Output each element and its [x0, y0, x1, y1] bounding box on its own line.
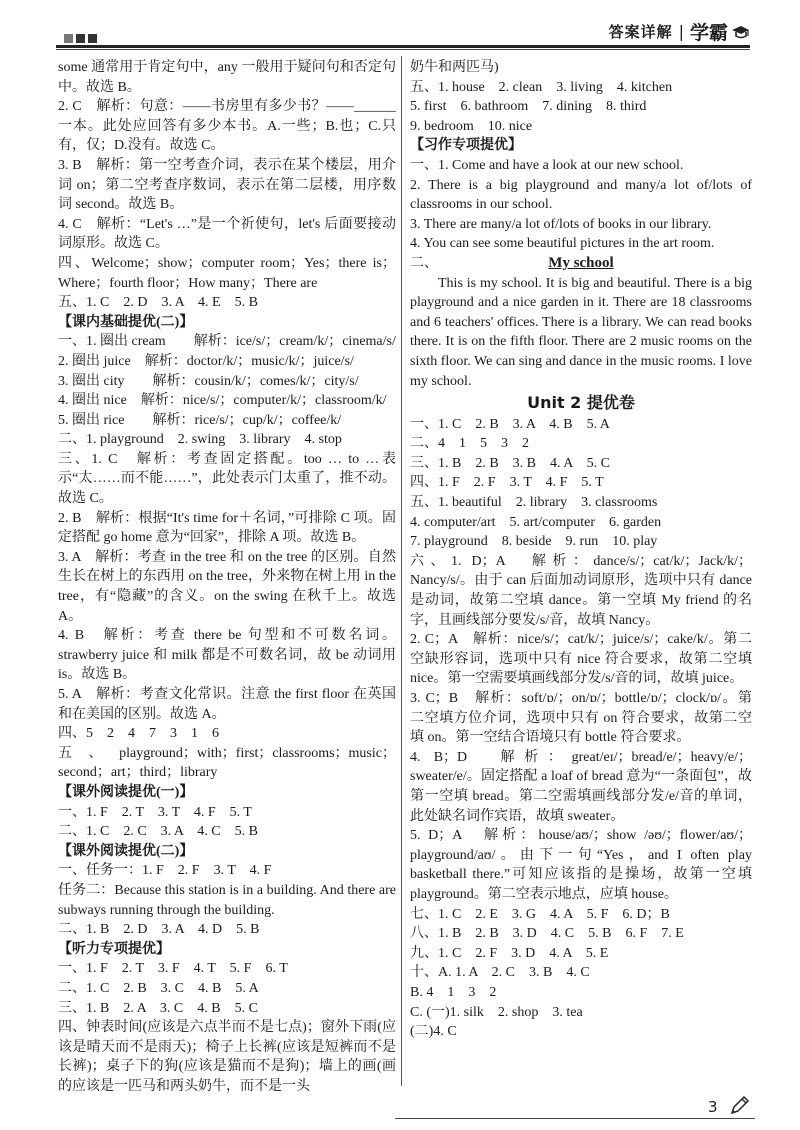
answer-line: C. (一)1. silk 2. shop 3. tea [410, 1004, 583, 1020]
answer-line: 9. bedroom 10. nice [410, 118, 533, 134]
footer-rule [395, 1118, 755, 1119]
answer-line: 五、1. house 2. clean 3. living 4. kitchen [410, 79, 673, 95]
answer-line: 十、A. 1. A 2. C 3. B 4. C [410, 965, 590, 981]
answer-line: 4. computer/art 5. art/computer 6. garden [410, 514, 662, 530]
answer-line: 4. B；D 解析：great/eɪ/；bread/e/；heavy/e/；sweater/e/。固定搭配 a loaf of bread 意为“一条面包”，故第一空填 bread。第二空需填画线部分发/e/音的单词，此处缺名词作宾语，故填 sweater。 [410, 749, 752, 824]
answer-line: 4. B 解析：考查 there be 句型和不可数名词。strawberry juice 和 milk 都是不可数名词，故 be 动词用 is。故选 B。 [58, 628, 396, 683]
answer-line: 2. 圈出 juice 解析：doctor/k/；music/k/；juice/s/ [58, 353, 354, 369]
answer-line: 四、1. F 2. F 3. T 4. F 5. T [410, 475, 604, 491]
answer-line: 一、1. Come and have a look at our new school. [410, 157, 684, 173]
answer-line: 3. B 解析：第一空考查介词，表示在某个楼层，用介词 on；第二空考查序数词，表示在第二层楼，用序数词 second。故选 B。 [58, 157, 396, 213]
section-heading: 【听力专项提优】 [58, 941, 170, 957]
answer-line: 五、playground；with；first；classrooms；music；second；art；third；library [58, 745, 396, 781]
essay-body: This is my school. It is big and beautiful. There is a big playground and a nice garden in it. There are 18 classrooms and 6 teachers' offices. There is a library. We can read books there. It is on the fifth floor. There are 2 music rooms on the sixth floor. We can sing and dance in the music rooms. I love my school. [410, 275, 752, 389]
answer-line: 五、1. C 2. D 3. A 4. E 5. B [58, 295, 258, 311]
answer-line: 4. 圈出 nice 解析：nice/s/；computer/k/；classroom/k/ [58, 393, 387, 409]
answer-line: 一、1. F 2. T 3. F 4. T 5. F 6. T [58, 961, 288, 977]
answer-line: 四、钟表时间(应该是六点半而不是七点)；窗外下雨(应该是晴天而不是雨天)；椅子上长裤(应该是短裤而不是长裤)；桌子下的狗(应该是猫而不是狗)；墙上的画(画的应该是一匹马和两头奶牛，而不是一头 [58, 1020, 396, 1094]
answer-line: 5. 圈出 rice 解析：rice/s/；cup/k/；coffee/k/ [58, 412, 342, 428]
answer-line: 4. You can see some beautiful pictures in the art room. [410, 236, 715, 252]
answer-line: 2. C 解析：句意：——书房里有多少书？——______一本。此处应回答有多少本书。A.一些；B.也；C.只有，仅；D.没有。故选 C。 [58, 99, 396, 154]
answer-line: 5. first 6. bathroom 7. dining 8. third [410, 99, 647, 115]
answer-line: 3. 圈出 city 解析：cousin/k/；comes/k/；city/s/ [58, 373, 359, 389]
section-heading: 【课内基础提优(二)】 [58, 314, 194, 330]
essay-title: My school [548, 254, 614, 271]
answer-line: 三、1. B 2. A 3. C 4. B 5. C [58, 1000, 258, 1016]
essay-heading-line [410, 254, 752, 274]
answer-line: 九、1. C 2. F 3. D 4. A 5. E [410, 945, 609, 961]
answer-line: 五、1. beautiful 2. library 3. classrooms [410, 495, 658, 511]
page-number: 3 [708, 1098, 718, 1116]
answer-line: 2. There is a big playground and many/a lot of/lots of classrooms in our school. [410, 177, 752, 213]
answer-line: 一、任务一：1. F 2. F 3. T 4. F [58, 863, 272, 879]
answer-line: 二、4 1 5 3 2 [410, 436, 529, 452]
answer-line: 3. There are many/a lot of/lots of books in our library. [410, 216, 712, 232]
answer-line: 四、5 2 4 7 3 1 6 [58, 726, 219, 742]
section-heading: 【习作专项提优】 [410, 138, 522, 154]
answer-line: 奶牛和两匹马) [410, 60, 499, 75]
answer-line: some 通常用于肯定句中，any 一般用于疑问句和否定句中。故选 B。 [58, 60, 396, 95]
column-divider [401, 56, 402, 1086]
unit-title: Unit 2 提优卷 [527, 393, 635, 413]
header-separator: | [678, 22, 684, 41]
answer-line: 3. A 解析：考查 in the tree 和 on the tree 的区别。自然生长在树上的东西用 on the tree，外来物在树上用 in the tree，有“隐藏”的含义。on the swing 在秋千上。故选 A。 [58, 549, 396, 624]
header-rule-thin [56, 49, 750, 50]
right-column [410, 58, 752, 1042]
answer-line: 一、1. C 2. B 3. A 4. B 5. A [410, 416, 610, 432]
answer-line: 任务二：Because this station is in a building. And there are subways running through the building. [58, 882, 396, 918]
answer-line: 四、Welcome；show；computer room；Yes；there is；Where；fourth floor；How many；There are [58, 255, 396, 291]
section-heading: 【课外阅读提优(一)】 [58, 784, 194, 800]
brand-name: 学霸 [689, 22, 728, 44]
answer-line: 一、1. 圈出 cream 解析：ice/s/；cream/k/；cinema/s/ [58, 334, 396, 350]
header-marks [64, 34, 97, 43]
section-heading: 【课外阅读提优(二)】 [58, 843, 194, 859]
answer-line: 二、1. playground 2. swing 3. library 4. stop [58, 432, 342, 448]
answer-line: 5. D；A 解析：house/aʊ/；show /əʊ/；flower/aʊ/；playground/aʊ/。由下一句“Yes，and I often play basketball there.”可知应该指的是操场，故第一空填 playground。第二空表示地点，应填 house。 [410, 828, 752, 902]
header-rule [56, 45, 750, 48]
answer-line: 七、1. C 2. E 3. G 4. A 5. F 6. D；B [410, 906, 670, 922]
answer-line: 八、1. B 2. B 3. D 4. C 5. B 6. F 7. E [410, 926, 684, 942]
answer-line: 5. A 解析：考查文化常识。注意 the first floor 在英国和在美国的区别。故选 A。 [58, 687, 396, 722]
answer-line: 六、1. D；A 解析：dance/s/；cat/k/；Jack/k/；Nancy/s/。由于 can 后面加动词原形，选项中只有 dance 是动词，故第二空填 dance。第一空填 My friend 的名字，且画线部分要发/s/音，故填 Nancy。 [410, 553, 752, 628]
pencil-icon [728, 1095, 750, 1117]
answer-line: 三、1. B 2. B 3. B 4. A 5. C [410, 455, 610, 471]
left-column [58, 58, 396, 1096]
essay-number: 二、 [410, 255, 438, 271]
answer-line: 2. C；A 解析：nice/s/；cat/k/；juice/s/；cake/k/。第二空缺形容词，选项中只有 nice 符合要求，故第二空填 nice。第一空需要填画线部分发/s/音的词，故填 juice。 [410, 632, 752, 687]
answer-line: 二、1. C 2. C 3. A 4. C 5. B [58, 824, 258, 840]
page-footer [0, 1085, 800, 1130]
answer-line: 一、1. F 2. T 3. T 4. F 5. T [58, 804, 252, 820]
answer-line: B. 4 1 3 2 [410, 984, 497, 1000]
page-header [0, 0, 800, 55]
header-label: 答案详解 [608, 23, 673, 41]
answer-line: 4. C 解析：“Let's …”是一个祈使句，let's 后面要接动词原形。故选 C。 [58, 216, 396, 252]
answer-line: (二)4. C [410, 1024, 457, 1040]
answer-line: 三、1. C 解析：考查固定搭配。too … to …表示“太……而不能……”，此处表示门太重了，推不动。故选 C。 [58, 451, 396, 507]
header-branding [609, 18, 750, 45]
answer-line: 7. playground 8. beside 9. run 10. play [410, 534, 658, 550]
answer-line: 二、1. B 2. D 3. A 4. D 5. B [58, 922, 260, 938]
answer-line: 3. C；B 解析：soft/ɒ/；on/ɒ/；bottle/ɒ/；clock/ɒ/。第二空填方位介词，选项中只有 on 符合要求，故第二空填 on。第一空结合语境只有 bottle 符合要求。 [410, 691, 752, 746]
answer-line: 2. B 解析：根据“It's time for＋名词，”可排除 C 项。固定搭配 go home 意为“回家”，排除 A 项。故选 B。 [58, 510, 396, 546]
answer-line: 二、1. C 2. B 3. C 4. B 5. A [58, 980, 259, 996]
mortarboard-icon [730, 22, 750, 42]
